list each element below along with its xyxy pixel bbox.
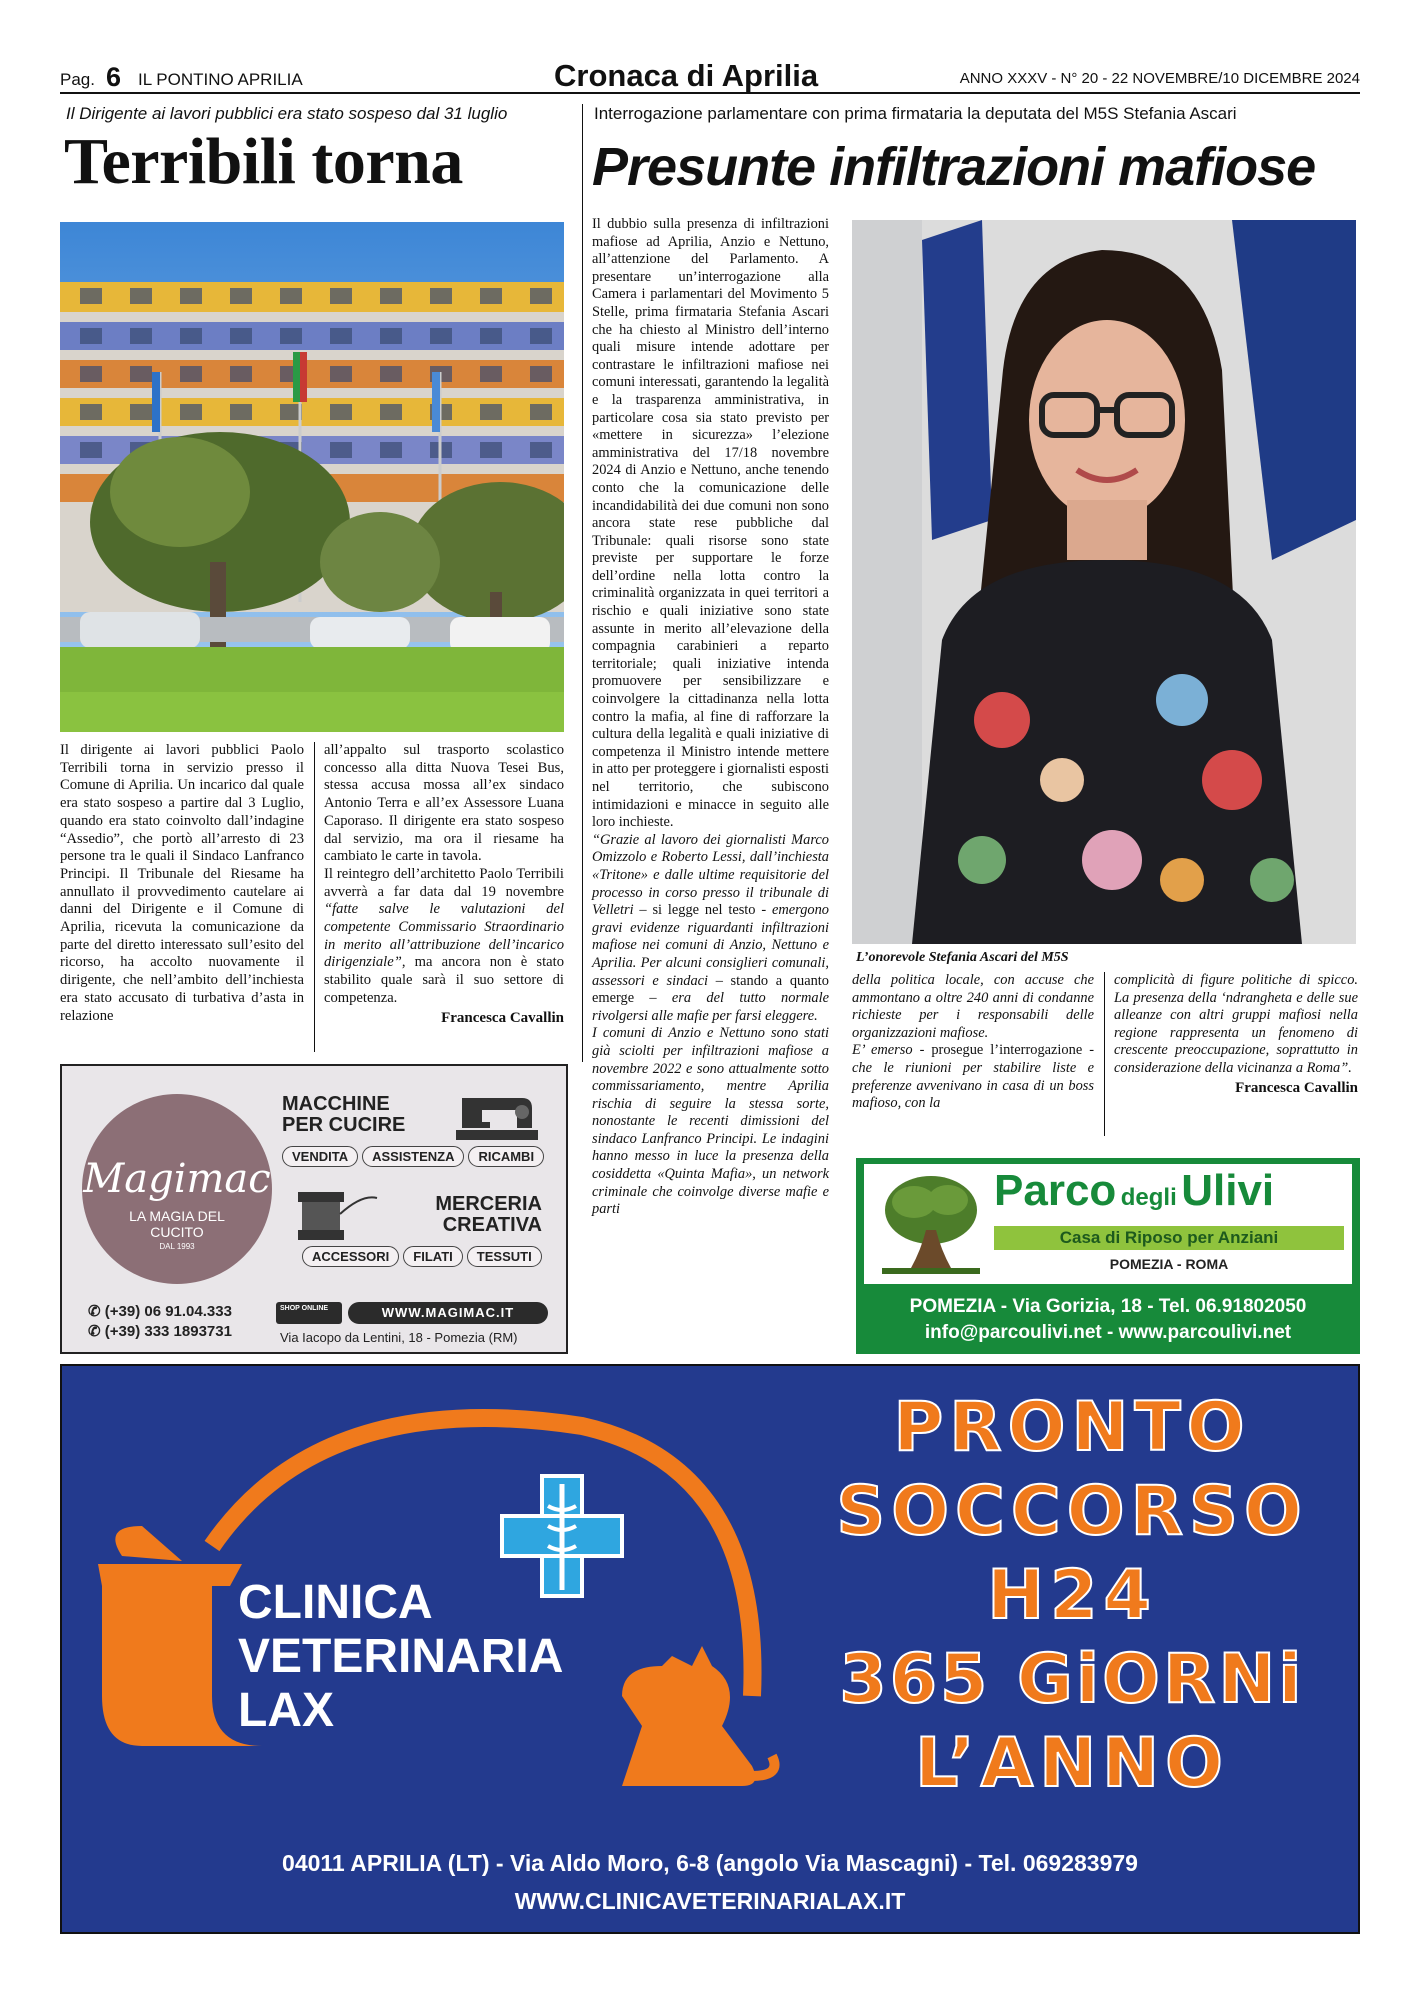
page-header — [60, 58, 1360, 94]
right-col-1-quote-b: emergono gravi evidenze riguardanti infiltrazioni mafiose nei comuni di Anzio, Nettuno e Aprilia. Per alcuni consiglieri comunali, assessori e sindaci — [592, 902, 829, 989]
left-col-2-p2a: Il reintegro dell’architetto Paolo Terribili avverrà a far data dal 19 novembre — [324, 865, 564, 900]
right-col-2-p2a: E’ emerso — [852, 1042, 913, 1059]
olive-tree-icon — [876, 1170, 986, 1278]
ulivi-logo-panel — [864, 1164, 1352, 1284]
ulivi-brand — [994, 1166, 1344, 1216]
right-col-1 — [592, 216, 829, 1219]
right-col-3-text: complicità di figure politiche di spicco. La presenza della ‘ndrangheta e delle sue alleanze con altri gruppi mafiosi nella regione rappresenta un fenomeno di crescente preoccupazione, soprattutto in considerazione della vicinanza a Roma”. — [1114, 972, 1358, 1076]
right-col-1-p3: I comuni di Anzio e Nettuno sono stati già sciolti per infiltrazioni mafiose a novembre 2022 e sono attualmente sotto commissariamento, mentre Aprilia rischia di seguire la stessa sorte, nonostante le recenti dimissioni del sindaco Lanfranco Principi. Le indagini hanno messo in luce la presenza della cosiddetta «Quinta Mafia», un network criminale che coinvolge diverse mafie e parti — [592, 1025, 829, 1218]
right-author: Francesca Cavallin — [1235, 1079, 1358, 1096]
clinica-name — [238, 1576, 563, 1738]
right-col-2-plain: - prosegue l’interrogazione - — [912, 1042, 1094, 1059]
magimac-phones — [88, 1302, 232, 1342]
right-col-2-p1: della politica locale, con accuse che ammontano a oltre 240 anni di condanne richieste per i responsabili delle organizzazioni mafiose. — [852, 972, 1094, 1041]
section-title: Cronaca di Aprilia — [554, 58, 819, 93]
left-col-2-quote: “fatte salve le valutazioni del competente Commissario Straordinario in merito all’attribuzione dell’incarico dirigenziale” — [324, 901, 564, 971]
left-headline: Terribili torna — [64, 125, 463, 198]
pill-accessori: ACCESSORI — [302, 1246, 399, 1267]
slogan-pronto: PRONTO — [893, 1388, 1251, 1467]
issue-info: ANNO XXXV - N° 20 - 22 NOVEMBRE/10 DICEMBRE 2024 — [959, 70, 1360, 87]
page-prefix: Pag. — [60, 70, 95, 89]
magimac-address: Via Iacopo da Lentini, 18 - Pomezia (RM) — [280, 1330, 518, 1345]
left-col-1 — [60, 742, 304, 1025]
slogan-soccorso: SOCCORSO — [836, 1472, 1308, 1551]
right-kicker: Interrogazione parlamentare con prima firmataria la deputata del M5S Stefania Ascari — [594, 104, 1237, 123]
magimac-phone-1[interactable]: (+39) 06 91.04.333 — [104, 1303, 232, 1320]
right-headline: Presunte infiltrazioni mafiose — [592, 137, 1316, 197]
ulivi-brand-c: Ulivi — [1181, 1166, 1275, 1215]
clinica-website[interactable]: WWW.CLINICAVETERINARIALAX.IT — [514, 1888, 906, 1914]
whatsapp-icon: ✆ — [88, 1323, 101, 1340]
pill-filati: FILATI — [403, 1246, 462, 1267]
ulivi-subtitle: Casa di Riposo per Anziani — [994, 1226, 1344, 1250]
pill-vendita: VENDITA — [282, 1146, 358, 1167]
thread-spool-icon — [292, 1184, 382, 1244]
magimac-pills-1 — [282, 1146, 548, 1167]
page-number: 6 — [106, 62, 122, 92]
right-col-1-p1: Il dubbio sulla presenza di infiltrazioni mafiose ad Aprilia, Anzio e Nettuno, all’attenzione del Parlamento. A presentare un’interrogazione alla Camera i parlamentari del Movimento 5 Stelle, prima firmataria Stefania Ascari che ha chiesto al Ministro dell’interno quali misure intende adottare per contrastare le infiltrazioni mafiose nei comuni interessati, garantendo la legalità e la trasparenza amministrativa, in particolare cosa sia stato previsto per «mettere in sicurezza» l’elezione amministrativa del 17/18 novembre 2024 di Anzio e Nettuno, anche tenendo conto che la comunicazione delle incandidabilità dei due comuni non sono ancora state rese pubbliche dal Tribunale: quali risorse sono state previste per supportare le forze dell’ordine nella lotta contro la criminalità organizzata in quei territori a rischio e quali iniziative sono state assunte in merito all’elevazione della compagnia carabinieri a reparto territoriale; quali iniziative intenda promuovere per sensibilizzare e coinvolgere la cittadinanza nella lotta contro la mafia, al fine di rafforzare la cultura della legalità e quali iniziative di competenza il Ministro intende mettere in atto per proteggere i giornalisti esposti nel territorio, che subiscono intimidazioni e minacce in seguito alle loro inchieste. — [592, 216, 829, 831]
left-col-2-p2b: , ma ancora non è stato stabilito quale sarà il suo settore di competenza. — [324, 954, 564, 1006]
ulivi-address-line: POMEZIA - Via Gorizia, 18 - Tel. 06.91802050 — [909, 1296, 1307, 1317]
magimac-since: DAL 1993 — [159, 1242, 195, 1251]
magimac-ad[interactable] — [60, 1064, 568, 1354]
left-col-1-text: Il dirigente ai lavori pubblici Paolo Terribili torna in servizio presso il Comune di Aprilia. Un incarico dal quale era stato sospeso a partire dal 3 Luglio, quando era stato coinvolto dall’indagine “Assedio”, che portò all’arresto di 23 persone tra le quali il Sindaco Lanfranco Principi. Il Tribunale del Riesame ha annullato il provvedimento cautelare ai danni del Dirigente e il Comune di Aprilia, ricevuta la comunicazione da parte del diretto interessato sull’esito del ricorso, ha accolto nuovamente il dirigente, che nell’ambito dell’inchiesta era stato accusato di turbativa d’asta in relazione — [60, 742, 304, 1024]
magimac-title-1: MACCHINE PER CUCIRE — [282, 1093, 406, 1136]
magimac-pills-2 — [302, 1246, 546, 1267]
ulivi-contact-line[interactable]: info@parcoulivi.net - www.parcoulivi.net — [924, 1322, 1292, 1343]
pill-assistenza: ASSISTENZA — [362, 1146, 464, 1167]
right-col-1-quote-a: “Grazie al lavoro dei giornalisti Marco Omizzolo e Roberto Lessi, dall’inchiesta «Tritone» e dalle ultime requisitorie del processo in corso presso il tribunale di Velletri — [592, 831, 829, 919]
magimac-website[interactable]: WWW.MAGIMAC.IT — [348, 1302, 548, 1324]
ascari-portrait-photo — [852, 220, 1356, 944]
sewing-machine-icon — [452, 1088, 542, 1144]
magimac-brand: Magimac — [83, 1156, 271, 1202]
right-col-1-plain-a: – si legge nel testo - — [633, 902, 772, 919]
ulivi-brand-a: Parco — [994, 1166, 1117, 1215]
publication-name: IL PONTINO APRILIA — [138, 70, 303, 89]
pill-ricambi: RICAMBI — [468, 1146, 544, 1167]
ulivi-ad[interactable] — [856, 1158, 1360, 1354]
left-author: Francesca Cavallin — [441, 1009, 564, 1026]
clinica-ad[interactable] — [60, 1364, 1360, 1934]
ulivi-location: POMEZIA - ROMA — [1109, 1256, 1229, 1272]
clinica-slogan — [792, 1386, 1352, 1806]
clinica-name-1: CLINICA — [238, 1576, 433, 1629]
slogan-anno: L’ANNO — [915, 1724, 1229, 1803]
portrait-caption: L’onorevole Stefania Ascari del M5S — [856, 950, 1069, 965]
clinica-name-2: VETERINARIA — [238, 1630, 564, 1683]
clinica-address: 04011 APRILIA (LT) - Via Aldo Moro, 6-8 (angolo Via Mascagni) - Tel. 069283979 — [282, 1850, 1138, 1876]
slogan-h24: H24 — [987, 1556, 1157, 1635]
left-col-2-p1: all’appalto sul trasporto scolastico concesso alla ditta Nuova Tesei Bus, stessa accusa mossa all’ex sindaco Antonio Terra e all’ex Assessore Luana Caporaso. Il dirigente era stato sospeso dal servizio, ma ora il riesame ha cambiato le carte in tavola. — [324, 742, 564, 865]
left-col-2 — [324, 742, 564, 1027]
slogan-giorni: 365 GiORNi — [839, 1640, 1305, 1719]
right-col-2-p2b: che le riunioni per stabilire liste e preferenze avvenivano in casa di un boss mafioso, con la — [852, 1059, 1094, 1112]
magimac-logo — [82, 1094, 272, 1284]
right-col-1-quote-c: era del tutto normale rivolgersi alle mafie per farsi eleggere. — [592, 990, 829, 1024]
right-col-1-plain-b: – stando a quanto emerge – — [592, 972, 829, 1007]
magimac-title-2: MERCERIA CREATIVA — [435, 1193, 542, 1236]
left-kicker: Il Dirigente ai lavori pubblici era stato sospeso dal 31 luglio — [66, 104, 508, 123]
shop-online-badge: SHOP ONLINE — [276, 1302, 342, 1324]
town-hall-photo — [60, 222, 564, 732]
magimac-phone-2[interactable]: (+39) 333 1893731 — [104, 1323, 232, 1340]
magimac-tagline: LA MAGIA DEL CUCITO — [129, 1208, 225, 1240]
right-col-3 — [1114, 972, 1358, 1097]
pill-tessuti: TESSUTI — [467, 1246, 542, 1267]
ulivi-brand-b: degli — [1120, 1184, 1177, 1211]
clinica-name-3: LAX — [238, 1684, 334, 1737]
right-col-2 — [852, 972, 1094, 1113]
phone-icon: ✆ — [88, 1303, 101, 1320]
